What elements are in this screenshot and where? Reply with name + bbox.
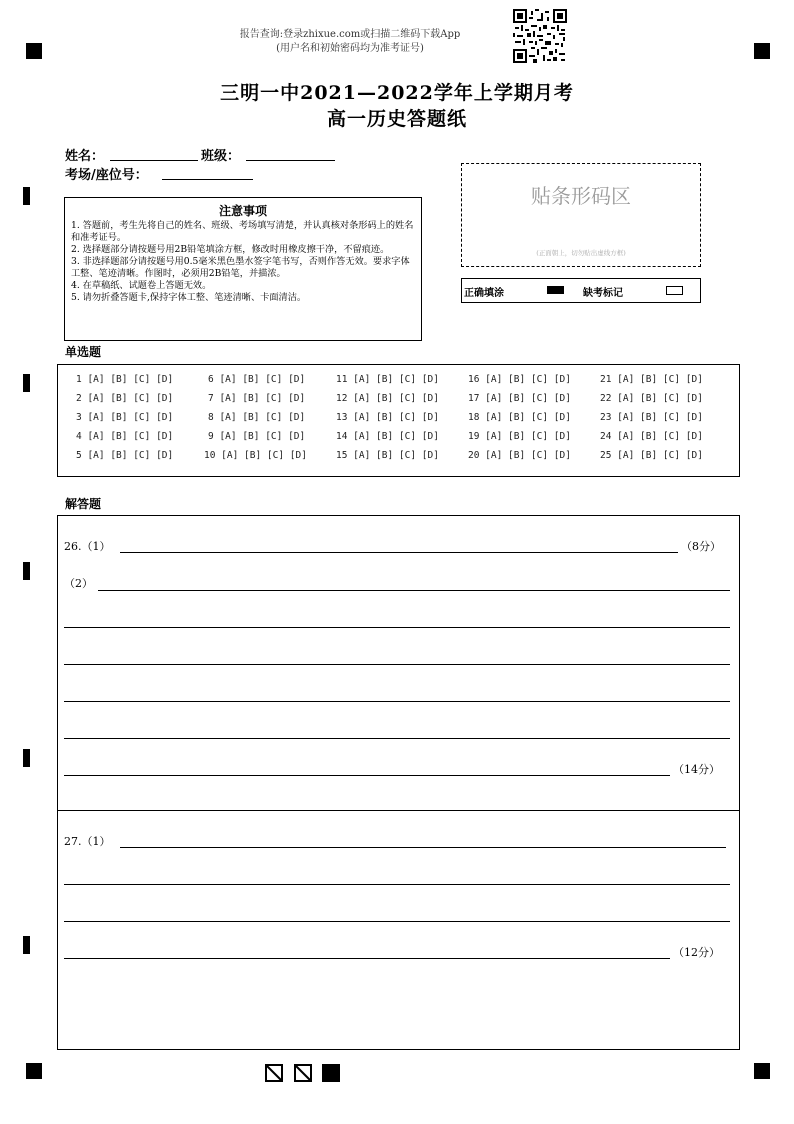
q27-answer-line[interactable] <box>64 921 730 922</box>
registration-mark-top-right <box>754 43 770 59</box>
mc-item[interactable]: 24 [A] [B] [C] [D] <box>600 431 703 442</box>
mc-item[interactable]: 16 [A] [B] [C] [D] <box>468 374 571 385</box>
seat-field[interactable] <box>162 179 253 180</box>
q27-answer-line[interactable] <box>64 958 670 959</box>
mc-item[interactable]: 14 [A] [B] [C] [D] <box>336 431 439 442</box>
timing-mark <box>23 187 30 205</box>
class-label: 班级： <box>201 149 241 164</box>
mc-item[interactable]: 1 [A] [B] [C] [D] <box>76 374 174 385</box>
barcode-label: 贴条形码区 <box>531 184 631 208</box>
mc-section-label: 单选题 <box>65 345 102 359</box>
q27-part1-score: （12分） <box>673 946 720 959</box>
mc-item[interactable]: 11 [A] [B] [C] [D] <box>336 374 439 385</box>
mc-item[interactable]: 6 [A] [B] [C] [D] <box>208 374 306 385</box>
mc-item[interactable]: 8 [A] [B] [C] [D] <box>208 412 306 423</box>
notice-item: 4. 在草稿纸、试题卷上答题无效。 <box>71 280 212 291</box>
mc-item[interactable]: 17 [A] [B] [C] [D] <box>468 393 571 404</box>
q26-answer-line[interactable] <box>64 738 730 739</box>
name-field[interactable] <box>110 160 198 161</box>
notice-item: 1. 答题前，考生先将自己的姓名、班级、考场填写清楚，并认真核对条形码上的姓名和准考证号。 <box>71 220 414 243</box>
registration-mark-bottom-left <box>26 1063 42 1079</box>
timing-mark <box>23 749 30 767</box>
mc-item[interactable]: 25 [A] [B] [C] [D] <box>600 450 703 461</box>
mc-item[interactable]: 2 [A] [B] [C] [D] <box>76 393 174 404</box>
mc-item[interactable]: 19 [A] [B] [C] [D] <box>468 431 571 442</box>
page-id-mark-crossed <box>265 1064 283 1082</box>
q26-part2-label: （2） <box>64 577 93 590</box>
answer-section-label: 解答题 <box>65 497 102 511</box>
q26-part1-line[interactable] <box>120 552 678 553</box>
correct-fill-label: 正确填涂 <box>464 288 504 299</box>
q26-part1-score: （8分） <box>681 540 721 553</box>
q26-part1-label: 26.（1） <box>64 540 111 553</box>
timing-mark <box>23 374 30 392</box>
timing-mark <box>23 562 30 580</box>
barcode-hint: (正面朝上，切勿贴出虚线方框) <box>536 249 626 257</box>
registration-mark-top-left <box>26 43 42 59</box>
answer-box-q26 <box>57 515 740 811</box>
seat-label: 考场/座位号： <box>65 168 148 183</box>
mc-item[interactable]: 5 [A] [B] [C] [D] <box>76 450 174 461</box>
mc-item[interactable]: 21 [A] [B] [C] [D] <box>600 374 703 385</box>
mc-item[interactable]: 18 [A] [B] [C] [D] <box>468 412 571 423</box>
answer-box-q27 <box>57 810 740 1050</box>
mc-item[interactable]: 4 [A] [B] [C] [D] <box>76 431 174 442</box>
mc-item[interactable]: 23 [A] [B] [C] [D] <box>600 412 703 423</box>
q26-answer-line[interactable] <box>64 775 670 776</box>
barcode-area <box>461 163 701 267</box>
q26-answer-line[interactable] <box>64 701 730 702</box>
correct-fill-sample <box>547 286 564 294</box>
fill-legend <box>461 278 701 303</box>
mc-answer-box <box>57 364 740 477</box>
notice-box <box>64 197 422 341</box>
mc-item[interactable]: 20 [A] [B] [C] [D] <box>468 450 571 461</box>
name-label: 姓名： <box>65 149 105 164</box>
mc-item[interactable]: 3 [A] [B] [C] [D] <box>76 412 174 423</box>
mc-item[interactable]: 7 [A] [B] [C] [D] <box>208 393 306 404</box>
absent-mark-label: 缺考标记 <box>583 288 623 299</box>
q26-answer-line[interactable] <box>98 590 730 591</box>
page-id-mark-crossed <box>294 1064 312 1082</box>
q27-part1-label: 27.（1） <box>64 835 111 848</box>
notice-title: 注意事项 <box>218 204 267 218</box>
mc-item[interactable]: 10 [A] [B] [C] [D] <box>204 450 307 461</box>
page-id-mark-filled <box>322 1064 340 1082</box>
notice-item: 3. 非选择题部分请按题号用0.5毫米黑色墨水签字笔书写，否则作答无效。要求字体工整、笔迹清晰。作图时，必须用2B铅笔，并描浓。 <box>71 256 410 279</box>
registration-mark-bottom-right <box>754 1063 770 1079</box>
q26-answer-line[interactable] <box>64 664 730 665</box>
notice-item: 2. 选择题部分请按题号用2B铅笔填涂方框，修改时用橡皮擦干净，不留痕迹。 <box>71 244 390 255</box>
mc-item[interactable]: 9 [A] [B] [C] [D] <box>208 431 306 442</box>
login-hint-text: (用户名和初始密码均为准考证号) <box>276 43 424 54</box>
absent-mark-checkbox[interactable] <box>666 286 683 295</box>
q27-answer-line[interactable] <box>120 847 726 848</box>
mc-item[interactable]: 22 [A] [B] [C] [D] <box>600 393 703 404</box>
page-subtitle: 高一历史答题纸 <box>326 108 467 130</box>
q26-answer-line[interactable] <box>64 627 730 628</box>
mc-item[interactable]: 12 [A] [B] [C] [D] <box>336 393 439 404</box>
q27-answer-line[interactable] <box>64 884 730 885</box>
notice-item: 5. 请勿折叠答题卡,保持字体工整、笔迹清晰、卡面清洁。 <box>71 292 307 303</box>
page-title: 三明一中2021—2022学年上学期月考 <box>220 82 574 104</box>
timing-mark <box>23 936 30 954</box>
report-query-text: 报告查询:登录zhixue.com或扫描二维码下载App <box>239 29 461 40</box>
class-field[interactable] <box>246 160 335 161</box>
mc-item[interactable]: 13 [A] [B] [C] [D] <box>336 412 439 423</box>
mc-item[interactable]: 15 [A] [B] [C] [D] <box>336 450 439 461</box>
q26-part2-score: （14分） <box>673 763 720 776</box>
qr-code[interactable] <box>513 9 567 63</box>
